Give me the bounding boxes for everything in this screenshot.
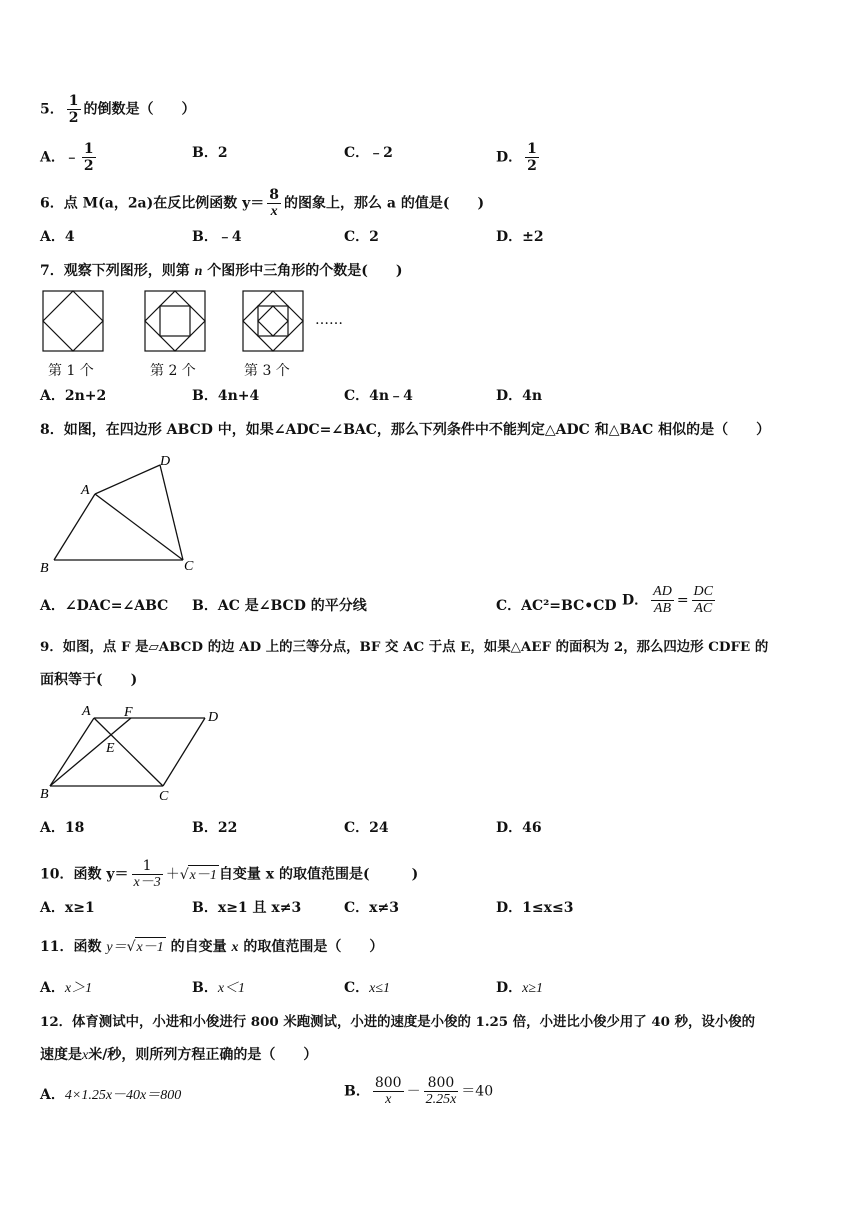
- q5-option-d-label: D．: [496, 149, 523, 166]
- q6-text-pre: 点 M(a，2a)在反比例函数 y＝: [63, 195, 265, 212]
- q8-option-d: [622, 584, 718, 617]
- q10-option-c: [344, 898, 399, 918]
- q10-option-a-label: A．: [40, 900, 65, 916]
- q9-option-d-label: D．: [496, 820, 523, 836]
- q7-figures: [40, 288, 340, 356]
- q10-text-pre: 函数 y＝: [73, 866, 129, 883]
- q12-option-b-rhs: ＝40: [461, 1083, 494, 1100]
- q10-option-a: [40, 898, 95, 918]
- q12-option-b-fraction-2-denominator: 2.25x: [425, 1092, 457, 1107]
- q7-option-d: [496, 386, 542, 406]
- q6-fraction: [267, 187, 281, 220]
- q12-option-b-fraction-1-numerator: 800: [374, 1075, 402, 1091]
- q9-option-b: [192, 818, 237, 838]
- q12-text-line-2b: 米/秒，则所列方程正确的是（ ）: [88, 1047, 318, 1063]
- q11-option-a: [40, 978, 92, 999]
- q7-option-a: [40, 386, 106, 406]
- q6-stem: [40, 187, 484, 220]
- q7-option-b: [192, 386, 259, 406]
- q11-stem: [40, 937, 383, 958]
- q11-number: 11．: [40, 939, 74, 955]
- q9-text-line-1: 如图，点 F 是▱ABCD 的边 AD 上的三等分点，BF 交 AC 于点 E，如果△AEF 的面积为 2，那么四边形 CDFE 的: [62, 639, 769, 655]
- q10-fraction: [132, 858, 163, 891]
- q8-option-b-value: AC 是∠BCD 的平分线: [217, 598, 367, 614]
- q7-option-d-label: D．: [496, 388, 523, 404]
- q5-stem: [40, 93, 196, 126]
- q8-point-a: A: [81, 483, 90, 498]
- q8-option-c-label: C．: [496, 598, 522, 614]
- q12-text-line-1: 体育测试中，小进和小俊进行 800 米跑测试，小进的速度是小俊的 1.25 倍，小进比小俊少用了 40 秒，设小俊的: [72, 1014, 755, 1030]
- q10-option-a-value: x≥1: [64, 900, 95, 916]
- q8-number: 8．: [40, 422, 64, 438]
- q6-number: 6．: [40, 195, 64, 212]
- q7-figure-3: [243, 291, 303, 351]
- q12-stem-line-2: [40, 1045, 317, 1066]
- q8-stem: [40, 420, 770, 440]
- q7-text-pre: 观察下列图形，则第: [63, 263, 195, 279]
- q9-option-b-label: B．: [192, 820, 218, 836]
- q10-fraction-numerator: 1: [132, 858, 163, 875]
- q9-option-c-value: 24: [369, 820, 389, 836]
- q9-option-a-value: 18: [64, 820, 85, 836]
- q7-option-b-value: 4n+4: [217, 388, 260, 404]
- q9-point-d: D: [208, 710, 219, 725]
- q9-option-c-label: C．: [344, 820, 370, 836]
- q6-fraction-denominator: x: [270, 204, 278, 219]
- q9-figure: [38, 702, 228, 806]
- q5-option-d-fraction: [525, 141, 539, 174]
- q5-option-d-denominator: 2: [527, 158, 537, 174]
- q8-option-d-fraction-2-numerator: DC: [693, 584, 713, 599]
- q11-sqrt-radicand: x－1: [135, 937, 166, 958]
- q9-segment-bf: [50, 718, 131, 786]
- q8-segment-ab: [54, 494, 95, 560]
- q12-variable: x: [82, 1048, 89, 1063]
- q11-option-b-value: x＜1: [217, 981, 246, 996]
- q12-option-a-value: 4×1.25x－40x＝800: [64, 1088, 182, 1103]
- q10-sqrt: √x－1: [180, 867, 219, 883]
- q7-caption-3: 第 3 个: [244, 363, 290, 379]
- q7-option-d-value: 4n: [522, 388, 543, 404]
- q5-option-a-label: A．: [40, 149, 65, 166]
- q5-option-c-value: ﹣2: [369, 145, 393, 161]
- q5-fraction-numerator: 1: [68, 93, 79, 109]
- q7-ellipsis: ……: [315, 312, 343, 328]
- q12-option-b-fraction-2-numerator: 800: [424, 1075, 459, 1092]
- q6-option-c-label: C．: [344, 229, 370, 245]
- q12-option-b-fraction-2: [424, 1075, 459, 1108]
- q11-option-d-label: D．: [496, 980, 523, 996]
- q7-option-a-label: A．: [40, 388, 65, 404]
- q12-option-b-minus: －: [406, 1083, 421, 1100]
- q5-fraction-denominator: 2: [68, 110, 79, 126]
- q11-option-d-value: x≥1: [522, 981, 544, 996]
- q5-option-d: [496, 141, 542, 174]
- q8-option-d-fraction-2-denominator: AC: [694, 601, 713, 616]
- q9-stem-line-2: 面积等于( ): [40, 672, 138, 688]
- q10-option-d-label: D．: [496, 900, 523, 916]
- q10-option-b: [192, 898, 301, 918]
- q9-point-c: C: [159, 789, 169, 804]
- q9-option-d-value: 46: [522, 820, 542, 836]
- q5-text: 的倒数是（ ）: [83, 101, 196, 118]
- q10-text-post: 自变量 x 的取值范围是( ): [218, 866, 419, 883]
- q10-sqrt-radicand: x－1: [188, 865, 219, 886]
- q11-option-c: [344, 978, 390, 999]
- q8-option-d-fraction-1-numerator: AD: [653, 584, 672, 599]
- q9-segment-ba: [50, 718, 94, 786]
- q10-option-c-label: C．: [344, 900, 370, 916]
- q10-stem: [40, 858, 418, 891]
- q8-option-a: [40, 596, 168, 616]
- q12-text-line-2a: 速度是: [40, 1047, 82, 1063]
- q12-stem-line-1: [40, 1012, 755, 1032]
- q11-text-pre: 函数: [73, 939, 107, 955]
- q12-option-b-fraction-1-denominator: x: [385, 1092, 392, 1107]
- q12-option-b-label: B．: [344, 1083, 370, 1100]
- q11-option-d: [496, 978, 543, 999]
- q8-option-d-fraction-1: [651, 584, 674, 617]
- q8-option-d-label: D．: [622, 592, 649, 609]
- q6-text-post: 的图象上，那么 a 的值是( ): [284, 195, 485, 212]
- q6-option-d: [496, 227, 544, 247]
- q9-stem-line-1: [40, 637, 768, 657]
- q8-option-d-equals: =: [676, 592, 689, 609]
- q8-option-c-value: AC²=BC•CD: [521, 598, 617, 614]
- q6-option-b-label: B．: [192, 229, 218, 245]
- q10-option-d-value: 1≤x≤3: [522, 900, 574, 916]
- q11-option-b-label: B．: [192, 980, 218, 996]
- q8-point-b: B: [40, 561, 49, 576]
- q11-option-c-label: C．: [344, 980, 370, 996]
- q10-fraction-denominator: x－3: [133, 875, 161, 890]
- q5-option-d-numerator: 1: [527, 141, 537, 157]
- q11-sqrt: √x－1: [127, 939, 166, 955]
- q11-option-b: [192, 978, 245, 999]
- q10-option-d: [496, 898, 573, 918]
- q11-option-a-label: A．: [40, 980, 65, 996]
- q8-option-b: [192, 596, 367, 616]
- q5-option-c: [344, 143, 393, 163]
- q7-caption-1: 第 1 个: [48, 363, 94, 379]
- q8-option-d-fraction-1-denominator: AB: [653, 601, 672, 616]
- q5-option-a-denominator: 2: [83, 158, 94, 174]
- q8-text: 如图，在四边形 ABCD 中，如果∠ADC=∠BAC，那么下列条件中不能判定△ADC 和△BAC 相似的是（ ）: [63, 422, 771, 438]
- q7-option-c-value: 4n﹣4: [369, 388, 413, 404]
- q9-segment-dc: [163, 718, 205, 786]
- q7-option-b-label: B．: [192, 388, 218, 404]
- q10-number: 10．: [40, 866, 74, 883]
- q9-segment-ac: [94, 718, 163, 786]
- q9-point-f: F: [124, 705, 133, 720]
- q10-plus: ＋: [165, 866, 180, 883]
- q5-option-a: [40, 141, 99, 174]
- q8-option-c: [496, 596, 617, 616]
- q11-option-a-value: x＞1: [64, 981, 93, 996]
- q12-option-b-fraction-1: [373, 1075, 404, 1108]
- q10-option-b-value: x≥1 且 x≠3: [217, 900, 302, 916]
- q9-option-b-value: 22: [217, 820, 238, 836]
- q8-segment-ad: [95, 465, 160, 494]
- q8-point-d: D: [160, 454, 171, 469]
- q6-option-d-value: ±2: [522, 229, 544, 245]
- q6-option-c: [344, 227, 379, 247]
- q12-option-a-label: A．: [40, 1087, 65, 1103]
- q9-number: 9．: [40, 639, 63, 655]
- q7-stem: [40, 261, 403, 282]
- q5-option-b-value: 2: [217, 145, 228, 161]
- q7-figure-1: [43, 291, 103, 351]
- q10-option-b-label: B．: [192, 900, 218, 916]
- q7-option-c: [344, 386, 413, 406]
- q11-expression: y＝: [106, 940, 127, 955]
- q8-option-a-value: ∠DAC=∠ABC: [64, 598, 169, 614]
- q6-option-c-value: 2: [369, 229, 379, 245]
- q9-option-c: [344, 818, 389, 838]
- q7-figure-2: [145, 291, 205, 351]
- q6-option-a-value: 4: [64, 229, 75, 245]
- q7-option-a-value: 2n+2: [64, 388, 107, 404]
- q5-option-a-numerator: 1: [83, 141, 94, 157]
- q9-option-a: [40, 818, 84, 838]
- q12-option-b: [344, 1075, 493, 1108]
- q7-caption-2: 第 2 个: [150, 363, 196, 379]
- q5-option-a-fraction: [82, 141, 96, 174]
- q5-option-c-label: C．: [344, 145, 370, 161]
- q6-option-d-label: D．: [496, 229, 523, 245]
- q5-fraction: [67, 93, 81, 126]
- q12-option-a: [40, 1085, 181, 1106]
- q8-option-d-fraction-2: [692, 584, 715, 617]
- q6-fraction-numerator: 8: [269, 187, 280, 203]
- q9-point-a: A: [82, 704, 91, 719]
- q6-option-a: [40, 227, 75, 247]
- q12-number: 12．: [40, 1014, 73, 1030]
- q5-option-b: [192, 143, 228, 163]
- q9-point-e: E: [106, 741, 115, 756]
- q7-variable: n: [194, 264, 203, 279]
- q9-point-b: B: [40, 787, 49, 802]
- q8-point-c: C: [184, 559, 194, 574]
- q8-figure: [38, 450, 208, 580]
- q5-option-b-label: B．: [192, 145, 218, 161]
- q8-option-b-label: B．: [192, 598, 218, 614]
- q6-option-b: [192, 227, 242, 247]
- q7-number: 7．: [40, 263, 64, 279]
- q5-option-a-sign: ﹣: [64, 149, 79, 166]
- q10-option-c-value: x≠3: [369, 900, 399, 916]
- q11-variable: x: [231, 940, 239, 955]
- q11-text-post: 的取值范围是（ ）: [238, 939, 384, 955]
- q11-text-mid: 的自变量: [165, 939, 232, 955]
- q8-option-a-label: A．: [40, 598, 65, 614]
- q6-option-b-value: ﹣4: [217, 229, 242, 245]
- q7-option-c-label: C．: [344, 388, 370, 404]
- q11-option-c-value: x≤1: [369, 981, 391, 996]
- q9-option-a-label: A．: [40, 820, 65, 836]
- q5-number: 5．: [40, 101, 64, 118]
- q9-option-d: [496, 818, 542, 838]
- q7-text-post: 个图形中三角形的个数是( ): [202, 263, 403, 279]
- q6-option-a-label: A．: [40, 229, 65, 245]
